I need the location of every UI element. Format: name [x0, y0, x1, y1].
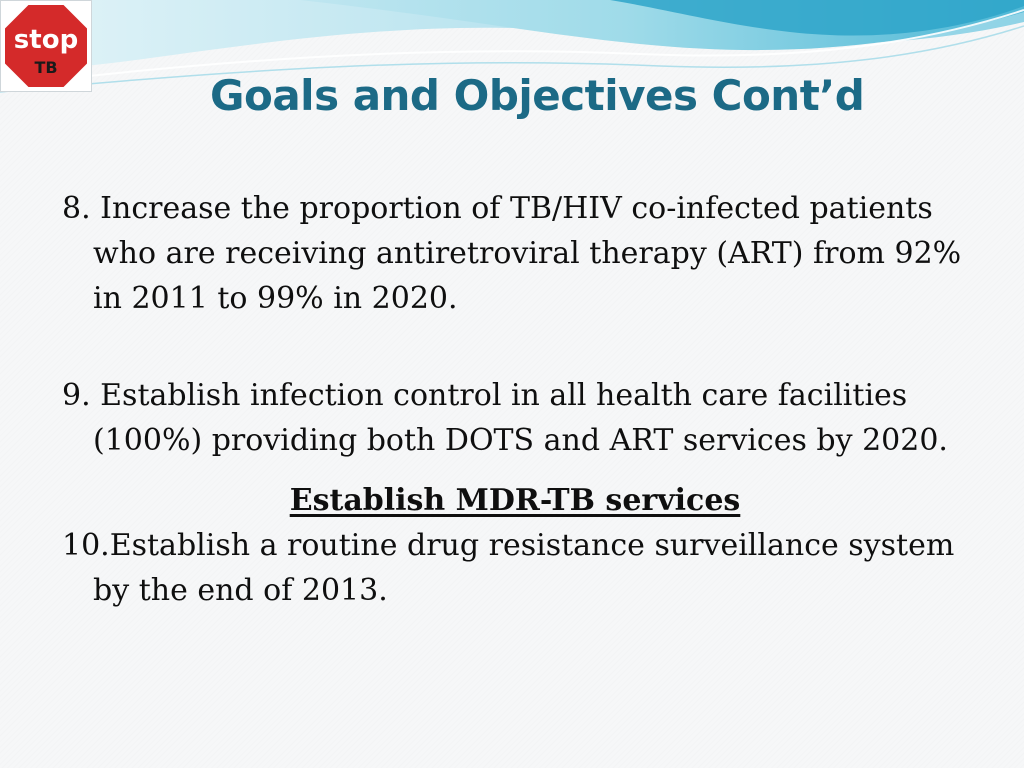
section-heading-mdr-tb: Establish MDR-TB services	[289, 483, 741, 518]
svg-text:stop: stop	[13, 25, 79, 55]
svg-text:TB: TB	[34, 58, 58, 77]
objective-item-10: 10.Establish a routine drug resistance surveillance system by the end of 2013.	[62, 528, 955, 608]
slide-title: Goals and Objectives Cont’d	[210, 71, 865, 120]
slide-body	[62, 186, 982, 613]
objective-item-8: 8. Increase the proportion of TB/HIV co-infected patients who are receiving antiretroviral therapy (ART) from 92% in 2011 to 99% in 2020.	[62, 191, 962, 316]
objective-item-9: 9. Establish infection control in all health care facilities (100%) providing both DOTS and ART services by 2020.	[62, 378, 948, 458]
stop-tb-logo	[0, 0, 92, 92]
